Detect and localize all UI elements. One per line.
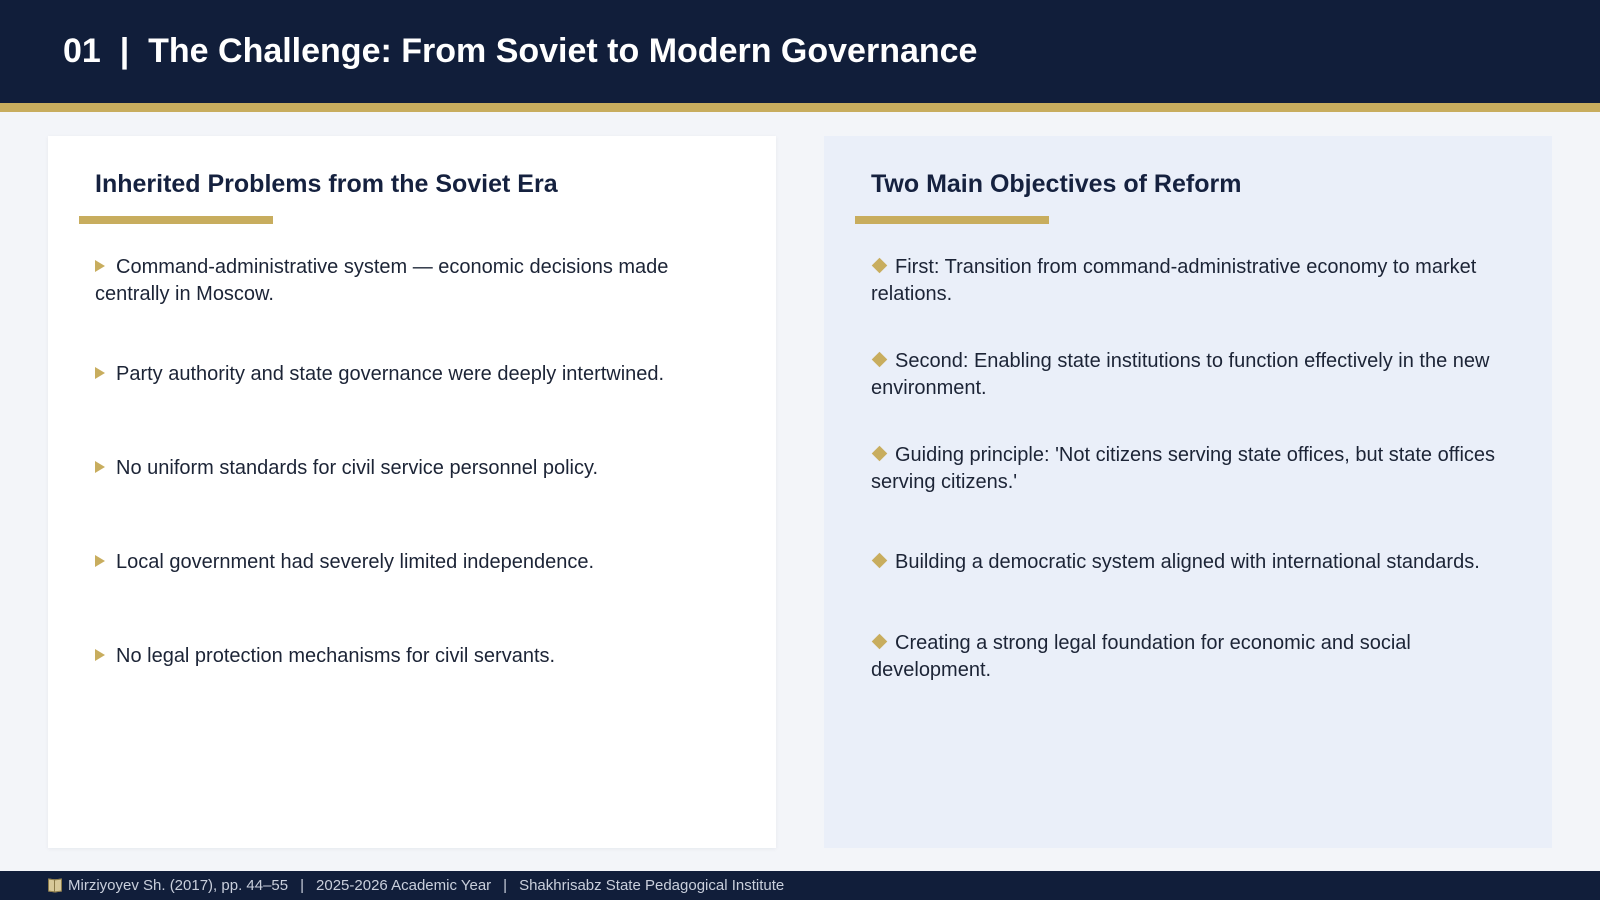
diamond-bullet-icon [872, 258, 888, 274]
diamond-bullet-icon [872, 446, 888, 462]
footer-academic-year: 2025-2026 Academic Year [316, 877, 492, 894]
diamond-bullet-icon [872, 634, 888, 650]
list-item: Creating a strong legal foundation for economic and social development. [871, 632, 1411, 681]
list-item: Command-administrative system — economic decisions made centrally in Moscow. [95, 256, 669, 305]
footer-separator: | [300, 877, 305, 894]
panel-title-underline [79, 216, 273, 224]
list-item: Guiding principle: 'Not citizens serving state offices, but state offices serving citizens.' [871, 444, 1496, 493]
footer-citation: Mirziyoyev Sh. (2017), pp. 44–55 [68, 877, 289, 894]
list-item: Local government had severely limited independence. [95, 549, 735, 576]
slide-footer [0, 871, 1600, 900]
list-item: Second: Enabling state institutions to function effectively in the new environment. [871, 350, 1490, 399]
triangle-bullet-icon [95, 649, 105, 661]
panel-title-underline [855, 216, 1049, 224]
triangle-bullet-icon [95, 555, 105, 567]
triangle-bullet-icon [95, 260, 105, 272]
reform-objectives-panel [824, 136, 1552, 848]
triangle-bullet-icon [95, 461, 105, 473]
panel-title: Two Main Objectives of Reform [871, 170, 1242, 198]
book-icon [48, 879, 62, 891]
list-item: No uniform standards for civil service personnel policy. [95, 455, 735, 482]
slide-title: 01 | The Challenge: From Soviet to Modern Governance [63, 32, 978, 70]
footer-text [48, 877, 784, 894]
list-item: No legal protection mechanisms for civil servants. [95, 643, 735, 670]
footer-separator: | [503, 877, 508, 894]
inherited-problems-panel [48, 136, 776, 848]
list-item: Party authority and state governance were deeply intertwined. [95, 361, 735, 388]
triangle-bullet-icon [95, 367, 105, 379]
footer-institution: Shakhrisabz State Pedagogical Institute [519, 877, 785, 894]
list-item: First: Transition from command-administrative economy to market relations. [871, 256, 1477, 305]
diamond-bullet-icon [872, 553, 888, 569]
list-item: Building a democratic system aligned with international standards. [871, 549, 1501, 576]
diamond-bullet-icon [872, 352, 888, 368]
panel-title: Inherited Problems from the Soviet Era [95, 170, 558, 198]
header-accent-bar [0, 103, 1600, 112]
slide-header [0, 0, 1600, 103]
